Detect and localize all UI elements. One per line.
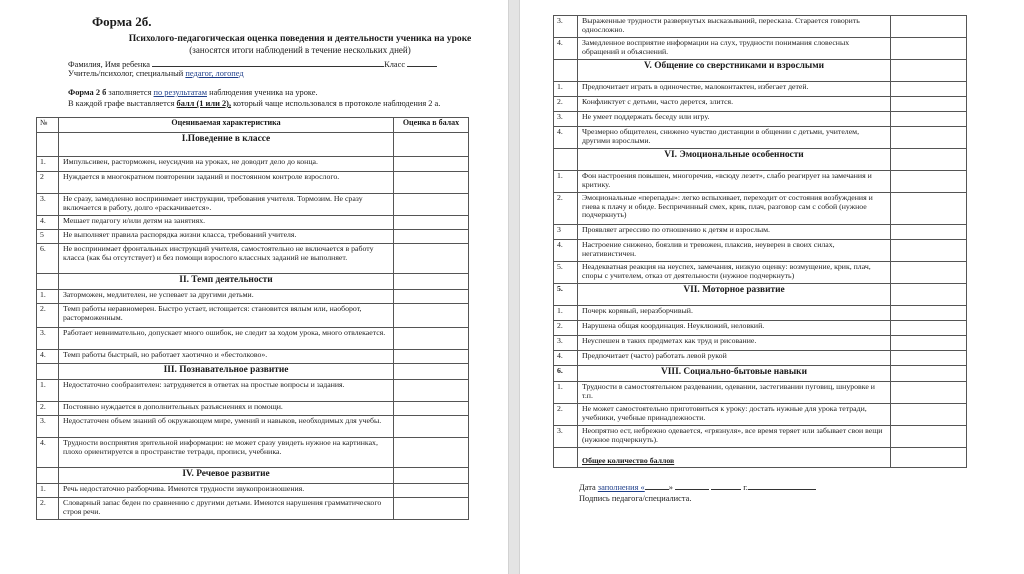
score-cell[interactable] — [394, 380, 469, 402]
document-title: Психолого-педагогическая оценка поведения и деятельности ученика на уроке — [128, 33, 472, 44]
score-cell[interactable] — [394, 498, 469, 520]
characteristic-text: Не сразу, замедленно воспринимает инструкции, требования учителя. Тормозим. Не сразу включается в работу, долго «раскачивается». — [59, 194, 394, 216]
child-name-label: Фамилия, Имя ребенка — [68, 60, 151, 69]
year-suffix: г. — [743, 483, 748, 492]
table-row — [554, 306, 967, 321]
row-number: 5 — [37, 230, 59, 244]
note-bold: Форма 2 б — [68, 88, 107, 97]
table-row — [554, 16, 967, 38]
score-cell[interactable] — [891, 336, 967, 351]
characteristic-text: Замедленное восприятие информации на слух, трудности понимания словесных обращений и объяснений. — [578, 38, 891, 60]
note-text: который чаще использовался в протоколе наблюдения 2 а. — [233, 99, 441, 108]
header-characteristic: Оцениваемая характеристика — [59, 118, 394, 133]
characteristic-text: Не может самостоятельно приготовиться к уроку: достать нужные для урока тетради, учебники, учебные принадлежности. — [578, 404, 891, 426]
score-cell[interactable] — [891, 382, 967, 404]
score-cell[interactable] — [394, 133, 469, 157]
score-cell[interactable] — [394, 157, 469, 172]
characteristic-text: Недостаточен объем знаний об окружающем мире, умений и навыков, необходимых для учебы. — [59, 416, 394, 438]
table-row — [554, 82, 967, 97]
table-row — [554, 426, 967, 448]
note-bold-score: балл (1 или 2), — [176, 99, 232, 108]
row-number: 3. — [37, 416, 59, 438]
characteristic-text: Выраженные трудности развернутых высказываний, пересказа. Старается говорить односложно. — [578, 16, 891, 38]
score-cell[interactable] — [394, 172, 469, 194]
row-number: 2. — [554, 404, 578, 426]
score-cell[interactable] — [891, 366, 967, 382]
score-cell[interactable] — [394, 216, 469, 230]
characteristic-text: Словарный запас беден по сравнению с другими детьми. Имеются нарушения грамматического строя речи. — [59, 498, 394, 520]
table-row — [37, 380, 469, 402]
section-row — [554, 149, 967, 171]
characteristic-text: Конфликтует с детьми, часто дерется, злится. — [578, 97, 891, 112]
row-number: 4. — [554, 240, 578, 262]
table-row — [554, 97, 967, 112]
characteristic-text: Неадекватная реакция на неуспех, замечания, низкую оценку: возмущение, крик, плач, споры с учителем, отказ от деятельности (нужное подчеркнуть) — [578, 262, 891, 284]
score-cell[interactable] — [891, 225, 967, 240]
section-title: IV. Речевое развитие — [59, 468, 394, 484]
score-cell[interactable] — [394, 484, 469, 498]
row-number: 2. — [37, 304, 59, 328]
characteristic-text: Постоянно нуждается в дополнительных разъяснениях и помощи. — [59, 402, 394, 416]
table-row — [37, 328, 469, 350]
section-title: VI. Эмоциональные особенности — [578, 149, 891, 171]
section-title: VIII. Социально-бытовые навыки — [578, 366, 891, 382]
note-text: В каждой графе выставляется — [68, 99, 175, 108]
table-row — [37, 290, 469, 304]
table-row — [37, 194, 469, 216]
row-number — [37, 274, 59, 290]
score-cell[interactable] — [394, 274, 469, 290]
row-number: 4. — [37, 350, 59, 364]
row-number: 3. — [554, 112, 578, 127]
score-cell[interactable] — [891, 351, 967, 366]
score-cell[interactable] — [891, 60, 967, 82]
score-cell[interactable] — [891, 321, 967, 336]
characteristic-text: Почерк корявый, неразборчивый. — [578, 306, 891, 321]
score-cell[interactable] — [394, 304, 469, 328]
evaluation-table-right — [553, 15, 967, 468]
signature-label: Подпись педагога/специалиста. — [579, 494, 692, 503]
month-field[interactable] — [675, 481, 709, 490]
table-row — [37, 484, 469, 498]
row-number — [37, 468, 59, 484]
date-link[interactable]: заполнения « — [597, 483, 645, 492]
table-row — [37, 230, 469, 244]
table-row — [37, 172, 469, 194]
characteristic-text: Чрезмерно общителен, снижено чувство дистанции в общении с детьми, учителем, другими взрослыми. — [578, 127, 891, 149]
table-header-row — [37, 118, 469, 133]
section-row — [37, 468, 469, 484]
table-row — [554, 321, 967, 336]
document-page-left — [0, 0, 508, 574]
year-field[interactable] — [711, 481, 741, 490]
score-cell[interactable] — [394, 350, 469, 364]
score-cell[interactable] — [891, 284, 967, 306]
characteristic-text: Неопрятно ест, небрежно одевается, «грязнуля», все время теряет или забывает свои вещи (нужное подчеркнуть). — [578, 426, 891, 448]
day-field[interactable] — [645, 481, 669, 490]
score-cell[interactable] — [394, 402, 469, 416]
characteristic-text: Предпочитает играть в одиночестве, малоконтактен, избегает детей. — [578, 82, 891, 97]
score-cell[interactable] — [891, 448, 967, 468]
section-title: II. Темп деятельности — [59, 274, 394, 290]
total-row — [554, 448, 967, 468]
score-cell[interactable] — [891, 127, 967, 149]
row-number: 1. — [554, 382, 578, 404]
score-cell[interactable] — [394, 416, 469, 438]
table-row — [37, 216, 469, 230]
row-number: 5. — [554, 262, 578, 284]
row-number: 3. — [554, 426, 578, 448]
row-number: 6. — [554, 366, 578, 382]
row-number: 1. — [37, 380, 59, 402]
row-number: 2 — [37, 172, 59, 194]
form-label: Форма 2б. — [92, 14, 152, 29]
class-field[interactable] — [407, 58, 437, 67]
evaluation-table-left-wrap — [36, 117, 469, 520]
row-number — [554, 448, 578, 468]
table-row — [554, 193, 967, 225]
characteristic-text: Неуспешен в таких предметах как труд и рисование. — [578, 336, 891, 351]
score-cell[interactable] — [394, 290, 469, 304]
score-cell[interactable] — [891, 16, 967, 38]
table-row — [554, 382, 967, 404]
score-cell[interactable] — [394, 438, 469, 468]
characteristic-text: Трудности восприятия зрительной информации: не может сразу увидеть нужное на картинках, плохо ориентируется в пространстве тетради, прописи, учебника. — [59, 438, 394, 468]
note-link[interactable]: по результатам — [153, 88, 207, 97]
row-number: 4. — [37, 438, 59, 468]
row-number: 2. — [37, 402, 59, 416]
date-quote: » — [668, 483, 673, 492]
document-subtitle: (заносятся итоги наблюдений в течение нескольких дней) — [189, 45, 411, 55]
characteristic-text: Нарушена общая координация. Неуклюжий, неловкий. — [578, 321, 891, 336]
score-cell[interactable] — [394, 230, 469, 244]
section-title: I.Поведение в классе — [59, 133, 394, 157]
score-cell[interactable] — [394, 328, 469, 350]
score-cell[interactable] — [891, 112, 967, 127]
section-title: VII. Моторное развитие — [578, 284, 891, 306]
note-line-2 — [68, 99, 440, 109]
evaluation-table-right-wrap — [553, 15, 967, 468]
page-gutter — [508, 0, 520, 574]
row-number: 2. — [554, 193, 578, 225]
row-number — [37, 133, 59, 157]
section-row — [37, 274, 469, 290]
section-row — [37, 133, 469, 157]
section-title: III. Познавательное развитие — [59, 364, 394, 380]
row-number: 5. — [554, 284, 578, 306]
table-row — [554, 225, 967, 240]
characteristic-text: Не выполняет правила распорядка жизни класса, требований учителя. — [59, 230, 394, 244]
score-cell[interactable] — [394, 194, 469, 216]
row-number: 1. — [554, 82, 578, 97]
total-label: Общее количество баллов — [578, 448, 891, 468]
table-row — [37, 157, 469, 172]
table-row — [37, 350, 469, 364]
score-cell[interactable] — [891, 240, 967, 262]
table-row — [554, 351, 967, 366]
characteristic-text: Заторможен, медлителен, не успевает за другими детьми. — [59, 290, 394, 304]
section-row — [37, 364, 469, 380]
note-text: заполняется — [108, 88, 152, 97]
row-number: 1. — [37, 484, 59, 498]
score-cell[interactable] — [891, 306, 967, 321]
score-cell[interactable] — [891, 38, 967, 60]
score-cell[interactable] — [891, 97, 967, 112]
row-number: 4. — [554, 351, 578, 366]
row-number: 3. — [37, 328, 59, 350]
characteristic-text: Мешает педагогу и/или детям на занятиях. — [59, 216, 394, 230]
score-cell[interactable] — [891, 262, 967, 284]
characteristic-text: Нуждается в многократном повторении заданий и постоянном контроле взрослого. — [59, 172, 394, 194]
table-row — [554, 240, 967, 262]
score-cell[interactable] — [891, 404, 967, 426]
table-row — [37, 304, 469, 328]
row-number: 2. — [554, 97, 578, 112]
score-cell[interactable] — [891, 193, 967, 225]
characteristic-text: Работает невнимательно, допускает много ошибок, не следит за ходом урока, много отвлекается. — [59, 328, 394, 350]
table-row — [37, 402, 469, 416]
row-number: 2. — [37, 498, 59, 520]
row-number — [554, 149, 578, 171]
score-cell[interactable] — [891, 82, 967, 97]
section-row — [554, 284, 967, 306]
row-number: 1. — [554, 171, 578, 193]
row-number: 1. — [37, 157, 59, 172]
characteristic-text: Не умеет поддержать беседу или игру. — [578, 112, 891, 127]
date-line — [579, 481, 816, 493]
section-row — [554, 60, 967, 82]
row-number: 3. — [554, 16, 578, 38]
row-number — [554, 60, 578, 82]
child-name-field[interactable] — [152, 58, 384, 67]
table-row — [554, 127, 967, 149]
evaluation-table-left — [36, 117, 469, 520]
score-cell[interactable] — [891, 149, 967, 171]
characteristic-text: Проявляет агрессию по отношению к детям и взрослым. — [578, 225, 891, 240]
table-row — [554, 336, 967, 351]
score-cell[interactable] — [394, 364, 469, 380]
table-row — [37, 438, 469, 468]
row-number: 3. — [554, 336, 578, 351]
note-line-1 — [68, 88, 318, 98]
characteristic-text: Фон настроения повышен, многоречив, «всюду лезет», слабо реагирует на замечания и критику. — [578, 171, 891, 193]
table-row — [554, 171, 967, 193]
characteristic-text: Недостаточно сообразителен: затрудняется в ответах на простые вопросы и задания. — [59, 380, 394, 402]
teacher-line — [68, 69, 244, 79]
characteristic-text: Трудности в самостоятельном раздевании, одевании, застегивании пуговиц, шнуровке и т.п. — [578, 382, 891, 404]
score-cell[interactable] — [394, 244, 469, 274]
characteristic-text: Темп работы неравномерен. Быстро устает, истощается: становится вялым или, наоборот, расторможенным. — [59, 304, 394, 328]
row-number: 1. — [37, 290, 59, 304]
teacher-link[interactable]: педагог, логопед — [185, 69, 244, 78]
row-number: 4. — [554, 38, 578, 60]
row-number: 3 — [554, 225, 578, 240]
score-cell[interactable] — [394, 468, 469, 484]
teacher-label: Учитель/психолог, специальный — [68, 69, 184, 78]
characteristic-text: Настроение снижено, боязлив и тревожен, плаксив, неуверен в своих силах, негативистичен. — [578, 240, 891, 262]
characteristic-text: Предпочитает (часто) работать левой рукой — [578, 351, 891, 366]
header-score: Оценка в балах — [394, 118, 469, 133]
score-cell[interactable] — [891, 171, 967, 193]
row-number — [37, 364, 59, 380]
class-label: Класс — [384, 60, 406, 69]
row-number: 6. — [37, 244, 59, 274]
date-label: Дата — [579, 483, 596, 492]
characteristic-text: Эмоциональные «перепады»: легко вспыхивает, переходит от состояния возбуждения и гнева к плачу и обиде. Беспричинный смех, крик, плач, разговор сам с собой (нужное подчеркнуть) — [578, 193, 891, 225]
table-row — [554, 38, 967, 60]
section-row — [554, 366, 967, 382]
row-number: 3. — [37, 194, 59, 216]
note-text: наблюдения ученика на уроке. — [209, 88, 318, 97]
section-title: V. Общение со сверстниками и взрослыми — [578, 60, 891, 82]
extra-field[interactable] — [748, 481, 816, 490]
characteristic-text: Речь недостаточно разборчива. Имеются трудности звукопроизношения. — [59, 484, 394, 498]
characteristic-text: Темп работы быстрый, но работает хаотично и «бестолково». — [59, 350, 394, 364]
row-number: 1. — [554, 306, 578, 321]
characteristic-text: Не воспринимает фронтальных инструкций учителя, самостоятельно не включается в работу класса (как бы отсутствует) и без помощи взрослого классных заданий не выполняет. — [59, 244, 394, 274]
row-number: 2. — [554, 321, 578, 336]
score-cell[interactable] — [891, 426, 967, 448]
table-row — [37, 498, 469, 520]
characteristic-text: Импульсивен, расторможен, неусидчив на уроках, не доводит дело до конца. — [59, 157, 394, 172]
row-number: 4. — [554, 127, 578, 149]
row-number: 4. — [37, 216, 59, 230]
table-row — [554, 404, 967, 426]
table-row — [37, 416, 469, 438]
table-row — [554, 262, 967, 284]
document-page-right — [520, 0, 1024, 574]
table-row — [554, 112, 967, 127]
header-num: № — [37, 118, 59, 133]
table-row — [37, 244, 469, 274]
